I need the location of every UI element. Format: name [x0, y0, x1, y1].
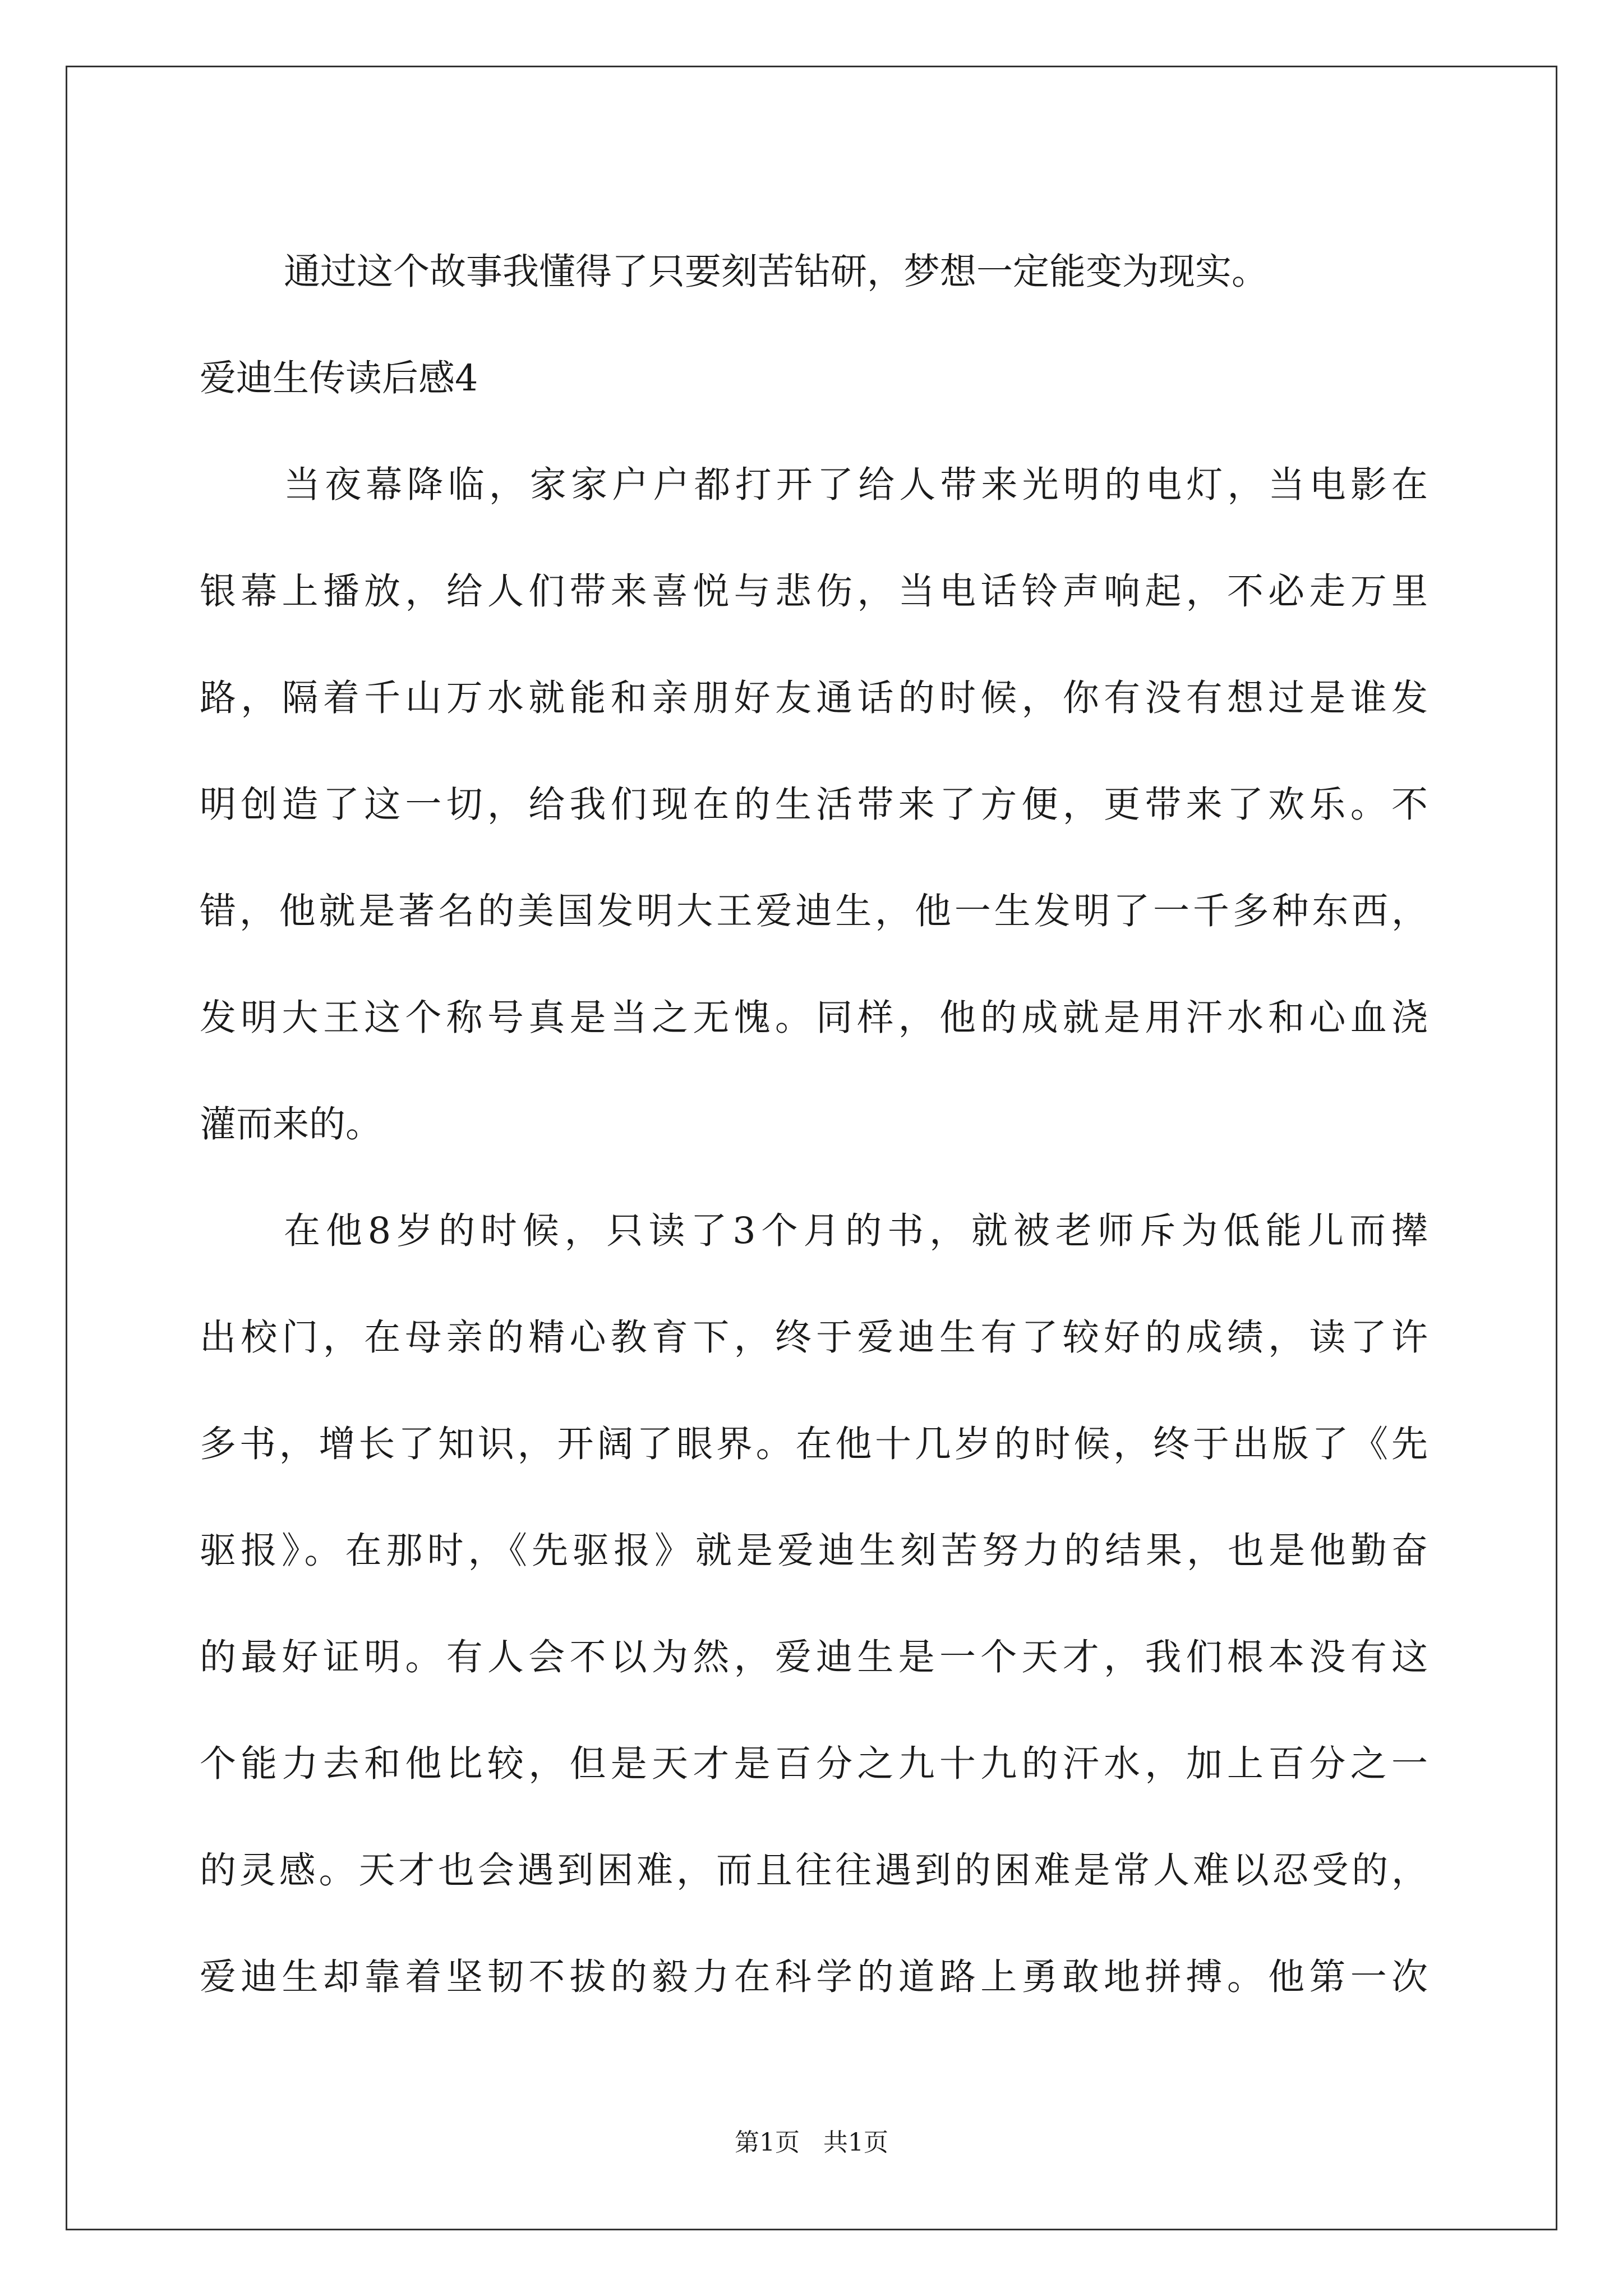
- text-line-9: 灌而来的。: [200, 1103, 382, 1145]
- text-line-17: 爱迪生却靠着坚韧不拔的毅力在科学的道路上勇敢地拼搏。他第一次: [200, 1956, 1428, 1998]
- document-body: [200, 219, 1428, 2031]
- text-line-13: 驱报》。在那时，《先驱报》就是爱迪生刻苦努力的结果，也是他勤奋: [200, 1530, 1428, 1572]
- text-line-1: 通过这个故事我懂得了只要刻苦钻研，梦想一定能变为现实。: [284, 251, 1269, 293]
- text-line-16: 的灵感。天才也会遇到困难，而且往往遇到的困难是常人难以忍受的，: [200, 1849, 1428, 1892]
- text-line-7: 错，他就是著名的美国发明大王爱迪生，他一生发明了一千多种东西，: [200, 890, 1428, 932]
- text-line-5: 路，隔着千山万水就能和亲朋好友通话的时候，你有没有想过是谁发: [200, 677, 1428, 719]
- text-line-12: 多书，增长了知识，开阔了眼界。在他十几岁的时候，终于出版了《先: [200, 1423, 1428, 1465]
- page-footer: 第1页 共1页: [735, 2128, 888, 2157]
- text-line-10: 在他8岁的时候，只读了3个月的书，就被老师斥为低能儿而撵: [284, 1210, 1428, 1252]
- text-line-4: 银幕上播放，给人们带来喜悦与悲伤，当电话铃声响起，不必走万里: [200, 570, 1428, 613]
- text-line-6: 明创造了这一切，给我们现在的生活带来了方便，更带来了欢乐。不: [200, 784, 1428, 826]
- text-line-2: 爱迪生传读后感4: [200, 357, 478, 399]
- text-line-15: 个能力去和他比较，但是天才是百分之九十九的汗水，加上百分之一: [200, 1743, 1428, 1785]
- text-line-11: 出校门，在母亲的精心教育下，终于爱迪生有了较好的成绩，读了许: [200, 1317, 1428, 1359]
- text-line-8: 发明大王这个称号真是当之无愧。同样，他的成就是用汗水和心血浇: [200, 997, 1428, 1039]
- text-line-3: 当夜幕降临，家家户户都打开了给人带来光明的电灯，当电影在: [284, 464, 1428, 506]
- text-line-14: 的最好证明。有人会不以为然，爱迪生是一个天才，我们根本没有这: [200, 1636, 1428, 1678]
